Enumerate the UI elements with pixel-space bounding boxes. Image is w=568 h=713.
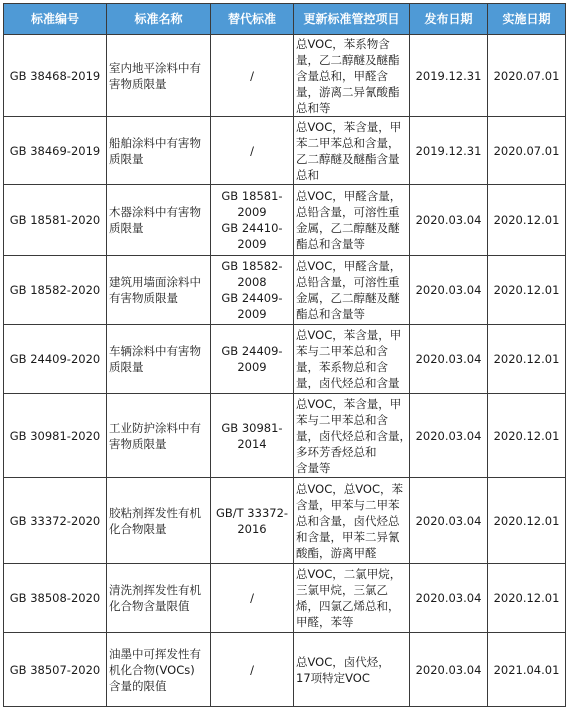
standard-name-line: 质限量 — [109, 360, 144, 374]
control-items-line: 苯与二甲苯总和含 — [296, 344, 388, 358]
control-items-line: 总VOC，甲醛含量， — [296, 259, 402, 273]
table-row — [4, 564, 566, 633]
standard-name-line: 机化合物(VOCs) — [109, 662, 195, 677]
standard-name-cell — [107, 117, 211, 185]
replaced-standard-line: / — [250, 143, 254, 158]
control-items-line: 甲醛，苯等 — [296, 615, 354, 629]
control-items-line: 总VOC，苯系物含 — [296, 36, 390, 51]
standard-name-line: 油墨中可挥发性有 — [109, 646, 201, 661]
replaced-standard-cell — [211, 564, 294, 633]
replaced-standard-cell — [211, 35, 294, 117]
standard-name-line: 船舶涂料中有害物 — [109, 135, 201, 150]
standard-id-cell: GB 18582-2020 — [4, 256, 107, 325]
publish-date-cell: 2020.03.04 — [410, 478, 488, 564]
publish-date-cell: 2020.03.04 — [410, 325, 488, 394]
publish-date-cell: 2019.12.31 — [410, 35, 488, 117]
standard-name-line: 质限量 — [109, 221, 144, 235]
control-items-line: 烯，四氯乙烯总和， — [296, 599, 400, 613]
control-items-line: 量，游离二异氰酸酯 — [296, 84, 400, 99]
control-items-line: 总VOC，总VOC，苯 — [296, 481, 403, 496]
standard-name-line: 清洗剂挥发性有机 — [109, 583, 201, 597]
replaced-standard-line: GB 30981- — [221, 420, 283, 435]
replaced-standard-cell — [211, 394, 294, 478]
standard-name-cell — [107, 478, 211, 564]
control-items-cell — [294, 256, 410, 325]
publish-date-cell: 2020.03.04 — [410, 633, 488, 707]
implement-date-cell: 2021.04.01 — [488, 633, 566, 707]
standard-name-line: 化合物限量 — [109, 521, 167, 536]
control-items-cell — [294, 394, 410, 478]
control-items-line: 总铅含量，可溶性重 — [296, 205, 400, 219]
control-items-line: 苯二甲苯总和含量， — [296, 135, 400, 150]
standard-name-cell — [107, 564, 211, 633]
header-publish-date: 发布日期 — [410, 4, 488, 35]
standards-table-container — [3, 3, 565, 711]
replaced-standard-line: GB 18581- — [221, 189, 283, 203]
replaced-standard-line: / — [250, 68, 254, 83]
implement-date-cell: 2020.12.01 — [488, 325, 566, 394]
header-standard-name: 标准名称 — [107, 4, 211, 35]
header-control-items: 更新标准管控项目 — [294, 4, 410, 35]
standard-name-cell — [107, 325, 211, 394]
publish-date-cell: 2020.03.04 — [410, 564, 488, 633]
control-items-line: 总VOC，苯含量，甲 — [296, 396, 402, 411]
standard-name-line: 化合物含量限值 — [109, 599, 190, 613]
table-row — [4, 185, 566, 256]
header-implement-date: 实施日期 — [488, 4, 566, 35]
control-items-cell — [294, 633, 410, 707]
control-items-line: 含量等 — [296, 460, 331, 475]
control-items-line: 量，卤代烃总和含量 — [296, 376, 400, 390]
replaced-standard-line: 2016 — [237, 521, 267, 536]
implement-date-cell: 2020.12.01 — [488, 394, 566, 478]
table-row — [4, 117, 566, 185]
control-items-line: 总和含量，卤代烃总 — [296, 513, 400, 528]
control-items-line: 总VOC，苯含量，甲 — [296, 328, 402, 342]
control-items-line: 量，苯系物总和含 — [296, 360, 388, 374]
replaced-standard-line: 2014 — [237, 436, 267, 451]
implement-date-cell: 2020.12.01 — [488, 256, 566, 325]
control-items-line: 总铅含量，可溶性重 — [296, 275, 400, 289]
replaced-standard-line: GB/T 33372- — [215, 505, 289, 520]
control-items-line: 总VOC，卤代烃， — [296, 654, 390, 669]
implement-date-cell: 2020.12.01 — [488, 564, 566, 633]
table-row — [4, 325, 566, 394]
replaced-standard-line: 2009 — [237, 307, 267, 321]
standard-name-cell — [107, 394, 211, 478]
control-items-line: 总VOC，苯含量，甲 — [296, 119, 402, 134]
replaced-standard-cell — [211, 185, 294, 256]
replaced-standard-line: / — [250, 662, 254, 677]
replaced-standard-cell — [211, 117, 294, 185]
table-row — [4, 35, 566, 117]
standard-name-line: 室内地平涂料中有 — [109, 60, 201, 75]
control-items-line: 和含量，甲苯二异氰 — [296, 529, 400, 544]
standard-name-line: 质限量 — [109, 151, 144, 166]
replaced-standard-line: GB 24409- — [221, 291, 283, 305]
standard-name-cell — [107, 633, 211, 707]
standard-name-line: 车辆涂料中有害物 — [109, 344, 201, 358]
standard-id-cell: GB 18581-2020 — [4, 185, 107, 256]
replaced-standard-line: 2009 — [237, 237, 267, 251]
table-row — [4, 256, 566, 325]
standard-name-line: 木器涂料中有害物 — [109, 205, 201, 219]
standard-id-cell: GB 33372-2020 — [4, 478, 107, 564]
control-items-line: 总VOC，二氯甲烷， — [296, 567, 402, 581]
control-items-line: 17项特定VOC — [296, 670, 370, 685]
table-row — [4, 633, 566, 707]
publish-date-cell: 2020.03.04 — [410, 256, 488, 325]
replaced-standard-cell — [211, 633, 294, 707]
implement-date-cell: 2020.07.01 — [488, 35, 566, 117]
control-items-line: 酯总和含量等 — [296, 237, 365, 251]
header-row — [4, 4, 566, 35]
replaced-standard-line: GB 24410- — [221, 221, 283, 235]
replaced-standard-line: GB 24409- — [221, 344, 283, 358]
replaced-standard-line: 2009 — [237, 205, 267, 219]
control-items-line: 金属，乙二醇醚及醚 — [296, 221, 400, 235]
standard-name-line: 建筑用墙面涂料中 — [109, 275, 201, 289]
standard-name-line: 胶粘剂挥发性有机 — [109, 505, 201, 520]
standard-name-line: 害物质限量 — [109, 76, 167, 91]
publish-date-cell: 2019.12.31 — [410, 117, 488, 185]
control-items-line: 量，卤代烃总和含量， — [296, 428, 411, 443]
implement-date-cell: 2020.12.01 — [488, 478, 566, 564]
control-items-cell — [294, 478, 410, 564]
implement-date-cell: 2020.07.01 — [488, 117, 566, 185]
table-row — [4, 394, 566, 478]
control-items-line: 酸酯，游离甲醛 — [296, 545, 377, 560]
replaced-standard-cell — [211, 325, 294, 394]
control-items-line: 三氯甲烷，三氯乙 — [296, 583, 388, 597]
standard-id-cell: GB 38507-2020 — [4, 633, 107, 707]
implement-date-cell: 2020.12.01 — [488, 185, 566, 256]
standard-id-cell: GB 24409-2020 — [4, 325, 107, 394]
publish-date-cell: 2020.03.04 — [410, 185, 488, 256]
publish-date-cell: 2020.03.04 — [410, 394, 488, 478]
standard-name-line: 含量的限值 — [109, 678, 167, 693]
standard-name-line: 工业防护涂料中有 — [109, 420, 201, 435]
replaced-standard-line: 2008 — [237, 275, 267, 289]
replaced-standard-line: 2009 — [237, 360, 267, 374]
control-items-line: 多环芳香烃总和 — [296, 444, 377, 459]
replaced-standard-line: GB 18582- — [221, 259, 283, 273]
control-items-line: 量，乙二醇醚及醚酯 — [296, 52, 400, 67]
control-items-cell — [294, 117, 410, 185]
control-items-cell — [294, 564, 410, 633]
standard-id-cell: GB 38508-2020 — [4, 564, 107, 633]
standard-name-cell — [107, 256, 211, 325]
standard-name-line: 害物质限量 — [109, 436, 167, 451]
control-items-line: 乙二醇醚及醚酯含量 — [296, 151, 400, 166]
control-items-line: 含量，甲苯与二甲苯 — [296, 497, 400, 512]
standard-name-cell — [107, 185, 211, 256]
standard-name-line: 有害物质限量 — [109, 291, 178, 305]
replaced-standard-line: / — [250, 591, 254, 605]
control-items-line: 含量总和，甲醛含 — [296, 68, 388, 83]
replaced-standard-cell — [211, 478, 294, 564]
control-items-line: 酯总和含量等 — [296, 307, 365, 321]
standard-name-cell — [107, 35, 211, 117]
control-items-cell — [294, 35, 410, 117]
standard-id-cell: GB 38469-2019 — [4, 117, 107, 185]
control-items-line: 总和等 — [296, 100, 331, 115]
standard-id-cell: GB 30981-2020 — [4, 394, 107, 478]
control-items-line: 总和 — [296, 167, 319, 182]
standard-id-cell: GB 38468-2019 — [4, 35, 107, 117]
control-items-line: 苯与二甲苯总和含 — [296, 412, 388, 427]
control-items-cell — [294, 325, 410, 394]
header-standard-id: 标准编号 — [4, 4, 107, 35]
header-replaced-standard: 替代标准 — [211, 4, 294, 35]
control-items-line: 总VOC，甲醛含量， — [296, 189, 402, 203]
control-items-line: 金属，乙二醇醚及醚 — [296, 291, 400, 305]
standards-table — [3, 3, 566, 707]
control-items-cell — [294, 185, 410, 256]
table-row — [4, 478, 566, 564]
replaced-standard-cell — [211, 256, 294, 325]
